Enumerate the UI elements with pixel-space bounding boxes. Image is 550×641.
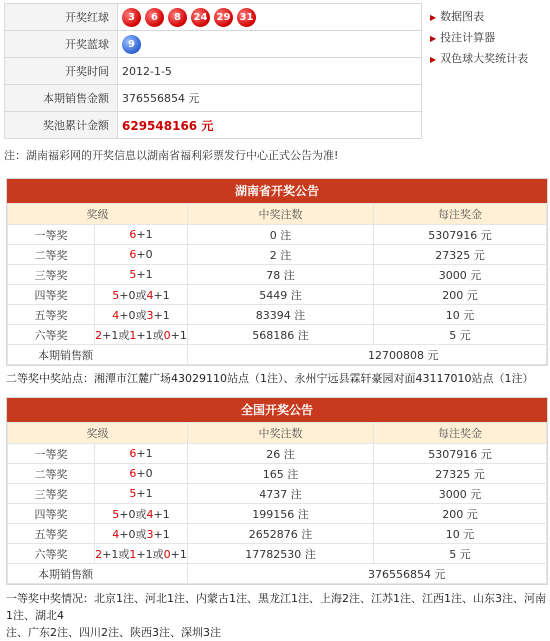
- prize-amount: 200 元: [374, 504, 547, 524]
- winner-count: 4737 注: [188, 484, 374, 504]
- prize-level: 六等奖: [8, 325, 95, 345]
- hunan-winners: 二等奖中奖站点：湘潭市江麓广场43029110站点（1注）、永州宁远县霖轩豪园对面43117010站点（1注）: [6, 372, 534, 385]
- condition-part: 0: [163, 547, 171, 561]
- condition-part: 5: [112, 288, 120, 302]
- prize-level: 四等奖: [8, 285, 95, 305]
- arrow-right-icon: ▶: [430, 55, 437, 64]
- column-header: 每注奖金: [374, 204, 547, 225]
- match-condition: [95, 305, 188, 325]
- national-winners: [6, 590, 550, 641]
- draw-date-row: [5, 58, 422, 85]
- sales-label: 本期销售金额: [5, 85, 118, 112]
- table-row: [8, 524, 547, 544]
- table-row: [8, 504, 547, 524]
- pool-amount: 629548166 元: [122, 118, 214, 133]
- condition-part: 5: [129, 268, 137, 281]
- condition-part: +1或: [136, 547, 164, 561]
- winner-count: 199156 注: [188, 504, 374, 524]
- match-condition: [95, 285, 188, 305]
- condition-part: +1: [136, 487, 153, 500]
- condition-part: 4: [112, 308, 120, 322]
- arrow-right-icon: ▶: [430, 13, 437, 22]
- disclaimer-note: 注：湖南福彩网的开奖信息以湖南省福利彩票发行中心正式公告为准!: [4, 149, 339, 162]
- match-condition: [95, 325, 188, 345]
- table-row: [8, 444, 547, 464]
- winner-count: 5449 注: [188, 285, 374, 305]
- prize-amount: 27325 元: [374, 464, 547, 484]
- condition-part: 6: [129, 228, 137, 241]
- pool-row: [5, 112, 422, 139]
- red-ball: 31: [237, 8, 256, 27]
- hunan-title: 湖南省开奖公告: [7, 179, 547, 203]
- condition-part: +1: [136, 228, 153, 241]
- red-ball: 3: [122, 8, 141, 27]
- column-header: 中奖注数: [188, 204, 374, 225]
- winner-count: 2 注: [188, 245, 374, 265]
- prize-amount: 5 元: [374, 544, 547, 564]
- red-ball: 24: [191, 8, 210, 27]
- column-header: 奖级: [8, 204, 188, 225]
- condition-part: +1或: [102, 547, 130, 561]
- red-ball: 29: [214, 8, 233, 27]
- national-prize-table: [7, 422, 547, 584]
- prize-amount: 10 元: [374, 524, 547, 544]
- link-bet-calculator[interactable]: [430, 29, 528, 50]
- condition-part: +1: [153, 288, 170, 302]
- national-panel: [6, 397, 548, 585]
- condition-part: 2: [95, 328, 103, 342]
- prize-level: 一等奖: [8, 225, 95, 245]
- condition-part: +1: [153, 507, 170, 521]
- national-winners-line: 注、广东2注、四川2注、陕西3注、深圳3注: [6, 626, 221, 639]
- winner-count: 165 注: [188, 464, 374, 484]
- sales-total-value: 376556854 元: [188, 564, 547, 584]
- sales-row: [5, 85, 422, 112]
- prize-amount: 5307916 元: [374, 225, 547, 245]
- sales-total-value: 12700808 元: [188, 345, 547, 365]
- national-winners-line: 一等奖中奖情况：北京1注、河北1注、内蒙古1注、黑龙江1注、上海2注、江苏1注、江西1注、山东3注、河南1注、湖北4: [6, 592, 546, 622]
- pool-label: 奖池累计金额: [5, 112, 118, 139]
- red-balls-label: 开奖红球: [5, 4, 118, 31]
- hunan-prize-table: [7, 203, 547, 365]
- table-row: [8, 325, 547, 345]
- winner-count: 568186 注: [188, 325, 374, 345]
- condition-part: +1: [170, 547, 187, 561]
- column-header: 奖级: [8, 423, 188, 444]
- link-label: 投注计算器: [440, 31, 496, 44]
- condition-part: +1: [136, 268, 153, 281]
- prize-level: 五等奖: [8, 524, 95, 544]
- prize-level: 二等奖: [8, 245, 95, 265]
- winner-count: 2652876 注: [188, 524, 374, 544]
- prize-level: 二等奖: [8, 464, 95, 484]
- draw-date-value: 2012-1-5: [118, 58, 422, 85]
- pool-value: [118, 112, 422, 139]
- prize-level: 三等奖: [8, 265, 95, 285]
- prize-level: 四等奖: [8, 504, 95, 524]
- winner-count: 17782530 注: [188, 544, 374, 564]
- prize-level: 三等奖: [8, 484, 95, 504]
- sales-total-row: [8, 345, 547, 365]
- condition-part: 4: [146, 288, 154, 302]
- blue-ball-label: 开奖蓝球: [5, 31, 118, 58]
- condition-part: 1: [129, 547, 137, 561]
- column-header: 中奖注数: [188, 423, 374, 444]
- winner-count: 78 注: [188, 265, 374, 285]
- condition-part: 2: [95, 547, 103, 561]
- link-label: 数据图表: [440, 10, 485, 23]
- condition-part: 6: [129, 467, 137, 480]
- link-jackpot-stats[interactable]: [430, 50, 528, 71]
- arrow-right-icon: ▶: [430, 34, 437, 43]
- condition-part: 3: [146, 308, 154, 322]
- blue-balls: [118, 31, 422, 58]
- blue-ball: 9: [122, 35, 141, 54]
- prize-level: 六等奖: [8, 544, 95, 564]
- prize-amount: 200 元: [374, 285, 547, 305]
- winner-count: 83394 注: [188, 305, 374, 325]
- table-header-row: [8, 423, 547, 444]
- sales-total-label: 本期销售额: [8, 345, 188, 365]
- condition-part: +1: [153, 308, 170, 322]
- draw-date-label: 开奖时间: [5, 58, 118, 85]
- prize-amount: 27325 元: [374, 245, 547, 265]
- condition-part: 5: [112, 507, 120, 521]
- condition-part: 5: [129, 487, 137, 500]
- match-condition: [95, 484, 188, 504]
- condition-part: +1或: [102, 328, 130, 342]
- table-header-row: [8, 204, 547, 225]
- condition-part: 6: [129, 248, 137, 261]
- condition-part: +0或: [119, 288, 147, 302]
- condition-part: 4: [146, 507, 154, 521]
- match-condition: [95, 265, 188, 285]
- sales-total-label: 本期销售额: [8, 564, 188, 584]
- sales-value: 376556854 元: [118, 85, 422, 112]
- table-row: [8, 484, 547, 504]
- condition-part: +0: [136, 467, 153, 480]
- table-row: [8, 305, 547, 325]
- match-condition: [95, 544, 188, 564]
- match-condition: [95, 225, 188, 245]
- prize-amount: 5307916 元: [374, 444, 547, 464]
- red-ball: 6: [145, 8, 164, 27]
- column-header: 每注奖金: [374, 423, 547, 444]
- red-balls-row: [5, 4, 422, 31]
- condition-part: +0或: [119, 507, 147, 521]
- link-data-charts[interactable]: [430, 8, 528, 29]
- match-condition: [95, 245, 188, 265]
- condition-part: +1: [136, 447, 153, 460]
- winner-count: 0 注: [188, 225, 374, 245]
- table-row: [8, 265, 547, 285]
- blue-ball-row: [5, 31, 422, 58]
- condition-part: 6: [129, 447, 137, 460]
- match-condition: [95, 524, 188, 544]
- condition-part: 1: [129, 328, 137, 342]
- link-label: 双色球大奖统计表: [440, 52, 529, 65]
- table-row: [8, 245, 547, 265]
- table-row: [8, 464, 547, 484]
- sales-total-row: [8, 564, 547, 584]
- table-row: [8, 225, 547, 245]
- condition-part: +1: [153, 527, 170, 541]
- prize-amount: 3000 元: [374, 484, 547, 504]
- match-condition: [95, 444, 188, 464]
- winner-count: 26 注: [188, 444, 374, 464]
- match-condition: [95, 464, 188, 484]
- red-balls: [118, 4, 422, 31]
- national-title: 全国开奖公告: [7, 398, 547, 422]
- draw-info-table: [4, 3, 422, 139]
- condition-part: 0: [163, 328, 171, 342]
- prize-amount: 5 元: [374, 325, 547, 345]
- red-ball: 8: [168, 8, 187, 27]
- table-row: [8, 285, 547, 305]
- prize-level: 一等奖: [8, 444, 95, 464]
- prize-amount: 10 元: [374, 305, 547, 325]
- condition-part: 3: [146, 527, 154, 541]
- prize-level: 五等奖: [8, 305, 95, 325]
- condition-part: +1或: [136, 328, 164, 342]
- match-condition: [95, 504, 188, 524]
- prize-amount: 3000 元: [374, 265, 547, 285]
- side-links: [430, 8, 528, 71]
- hunan-panel: [6, 178, 548, 366]
- condition-part: +1: [170, 328, 187, 342]
- table-row: [8, 544, 547, 564]
- condition-part: +0: [136, 248, 153, 261]
- condition-part: 4: [112, 527, 120, 541]
- condition-part: +0或: [119, 527, 147, 541]
- condition-part: +0或: [119, 308, 147, 322]
